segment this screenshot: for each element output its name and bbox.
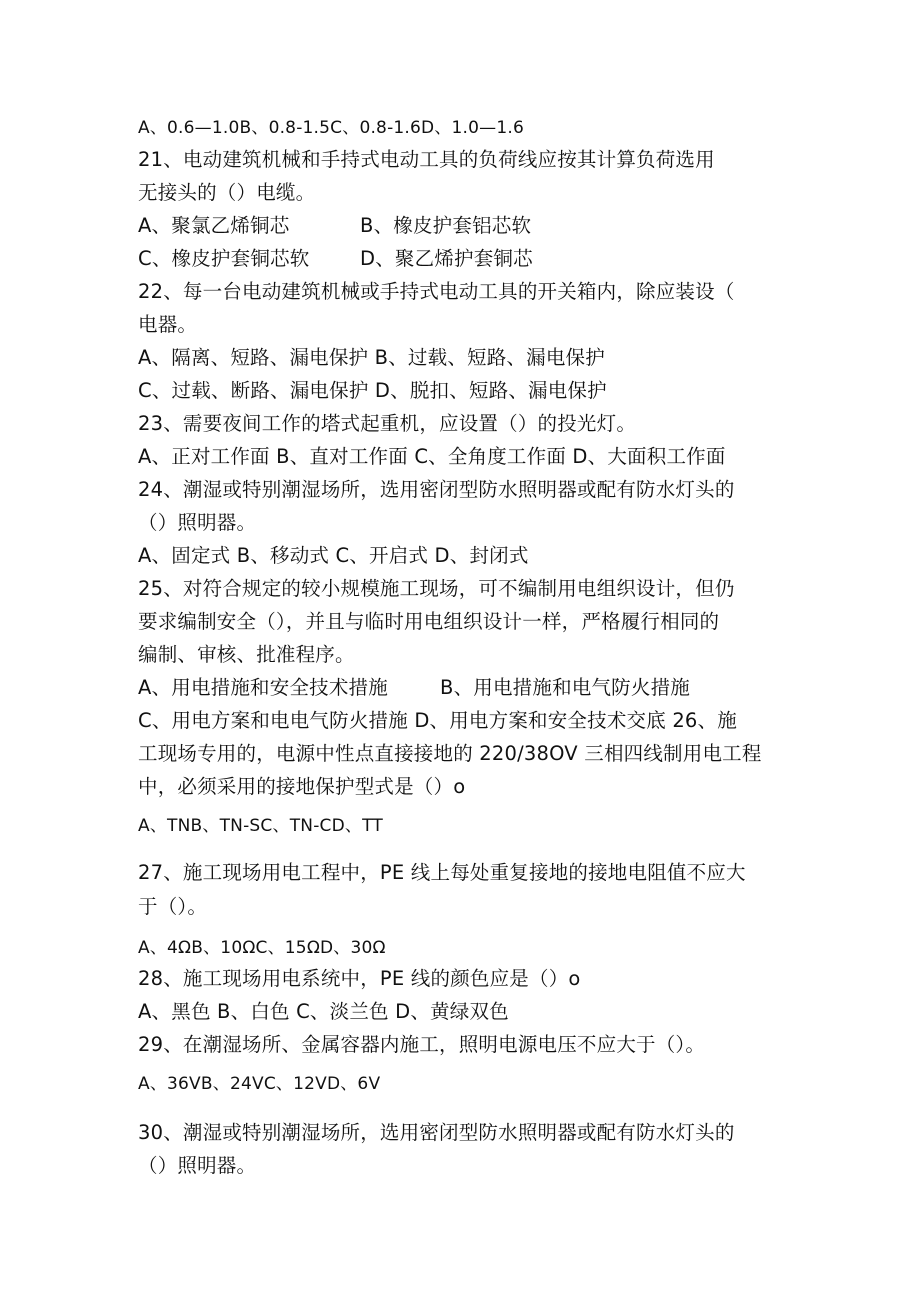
q21-option-c: C、橡皮护套铜芯软 [138,247,310,270]
q28-options: A、黑色 B、白色 C、淡兰色 D、黄绿双色 [138,1000,509,1023]
q21-options-row2 [138,245,788,273]
q24-text: 24、潮湿或特别潮湿场所，选用密闭型防水照明器或配有防水灯头的 [138,478,735,501]
q22-options-cd: C、过载、断路、漏电保护 D、脱扣、短路、漏电保护 [138,379,607,402]
q25-options-ab [138,674,788,702]
q27-text: 27、施工现场用电工程中，PE 线上每处重复接地的接地电阻值不应大 [138,861,746,884]
q29-options: A、36VB、24VC、12VD、6V [138,1074,381,1094]
q25-option-a: A、用电措施和安全技术措施 [138,676,388,699]
q26-text-cont: 中，必须采用的接地保护型式是（）o [138,775,466,798]
q27-text-cont: 于（）。 [138,895,208,918]
q22-text: 22、每一台电动建筑机械或手持式电动工具的开关箱内，除应装设（ [138,280,735,303]
q26-options: A、TNB、TN-SC、TN-CD、TT [138,816,383,836]
q24-text-cont: （）照明器。 [138,511,257,534]
q26-text: 工现场专用的，电源中性点直接接地的 220/38OV 三相四线制用电工程 [138,742,762,765]
q21-option-a: A、聚氯乙烯铜芯 [138,214,290,237]
q25-text-cont: 要求编制安全（），并且与临时用电组织设计一样，严格履行相同的 [138,610,720,633]
q21-option-d: D、聚乙烯护套铜芯 [360,247,533,270]
q20-options: A、0.6—1.0B、0.8-1.5C、0.8-1.6D、1.0—1.6 [138,118,525,138]
q29-text: 29、在潮湿场所、金属容器内施工，照明电源电压不应大于（）。 [138,1033,706,1056]
q25-text-cont2: 编制、审核、批准程序。 [138,643,355,666]
q21-option-b: B、橡皮护套铝芯软 [360,214,532,237]
q24-options: A、固定式 B、移动式 C、开启式 D、封闭式 [138,544,529,567]
q23-options: A、正对工作面 B、直对工作面 C、全角度工作面 D、大面积工作面 [138,445,726,468]
q22-text-cont: 电器。 [138,313,198,336]
q30-text-cont: （）照明器。 [138,1154,257,1177]
q21-text-cont: 无接头的（）电缆。 [138,181,316,204]
q28-text: 28、施工现场用电系统中，PE 线的颜色应是（）o [138,967,581,990]
q23-text: 23、需要夜间工作的塔式起重机，应设置（）的投光灯。 [138,412,637,435]
q30-text: 30、潮湿或特别潮湿场所，选用密闭型防水照明器或配有防水灯头的 [138,1121,735,1144]
q21-options-row1 [138,212,788,240]
q22-options-ab: A、隔离、短路、漏电保护 B、过载、短路、漏电保护 [138,346,605,369]
q25-text: 25、对符合规定的较小规模施工现场，可不编制用电组织设计，但仍 [138,577,735,600]
q25-options-cd-q26: C、用电方案和电电气防火措施 D、用电方案和安全技术交底 26、施 [138,709,737,732]
q21-text: 21、电动建筑机械和手持式电动工具的负荷线应按其计算负荷选用 [138,148,715,171]
q25-option-b: B、用电措施和电气防火措施 [440,676,690,699]
q27-options: A、4ΩB、10ΩC、15ΩD、30Ω [138,938,386,958]
